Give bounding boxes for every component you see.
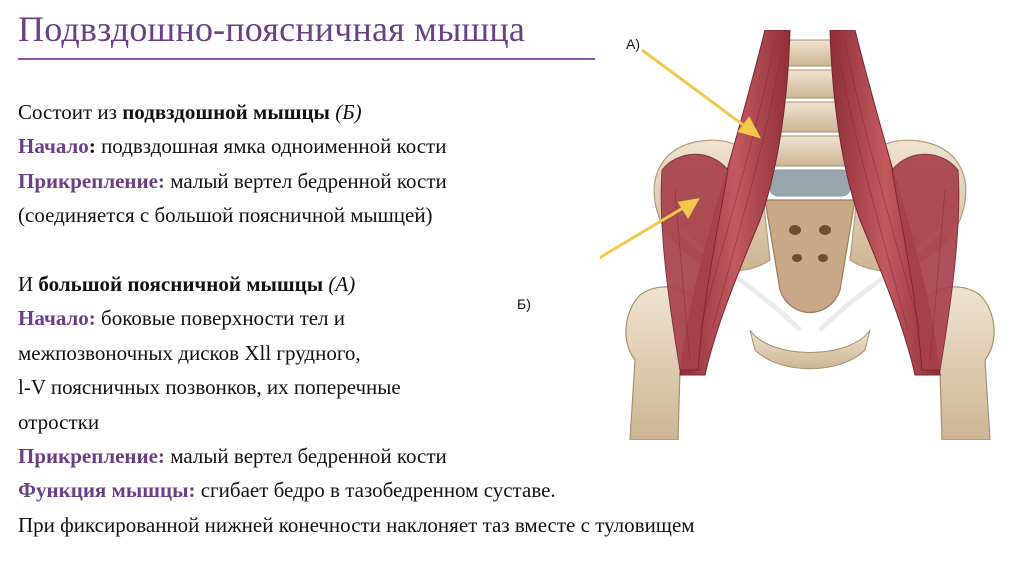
origin-label: Начало:: [18, 306, 96, 331]
sacrum: [765, 200, 855, 313]
psoas-prefix: И: [18, 271, 39, 296]
function-line: [18, 473, 858, 507]
pubic-symphysis: [750, 330, 870, 369]
function-text: сгибает бедро в тазобедренном суставе.: [195, 478, 556, 503]
psoas-marker: (А): [323, 271, 356, 296]
iliacus-note-line: (соединяется с большой поясничной мышцей): [18, 203, 433, 228]
iliacus-name: подвздошной мышцы: [122, 100, 330, 124]
title-underline: [18, 58, 595, 60]
pelvis-illustration: [600, 30, 1020, 440]
origin-colon: :: [88, 134, 96, 159]
function-label: Функция мышцы:: [18, 478, 196, 503]
insertion-text: малый вертел бедренной кости: [164, 168, 447, 193]
psoas-origin-cont-3: отростки: [18, 409, 100, 434]
insertion-label: Прикрепление:: [18, 168, 165, 193]
composition-prefix: Состоит из: [18, 100, 123, 124]
iliacus-marker: (Б): [329, 100, 362, 124]
psoas-insertion-line: [18, 439, 858, 473]
page-title: Подвздошно-поясничная мышца: [18, 9, 526, 49]
origin-text: боковые поверхности тел и: [95, 306, 346, 331]
insertion-label: Прикрепление:: [18, 443, 165, 468]
origin-label: Начало: [18, 134, 89, 159]
insertion-text: малый вертел бедренной кости: [164, 443, 447, 468]
label-b: Б): [517, 296, 531, 312]
psoas-origin-cont-1: межпозвоночных дисков Xll грудного,: [18, 340, 361, 365]
label-a: А): [626, 36, 640, 52]
fixed-limb-line: При фиксированной нижней конечности наклоняет таз вместе с туловищем: [18, 512, 695, 537]
psoas-name: большой поясничной мышцы: [38, 271, 324, 296]
origin-text: подвздошная ямка одноименной кости: [95, 134, 447, 159]
psoas-origin-cont-2: l-V поясничных позвонков, их поперечные: [18, 375, 401, 400]
